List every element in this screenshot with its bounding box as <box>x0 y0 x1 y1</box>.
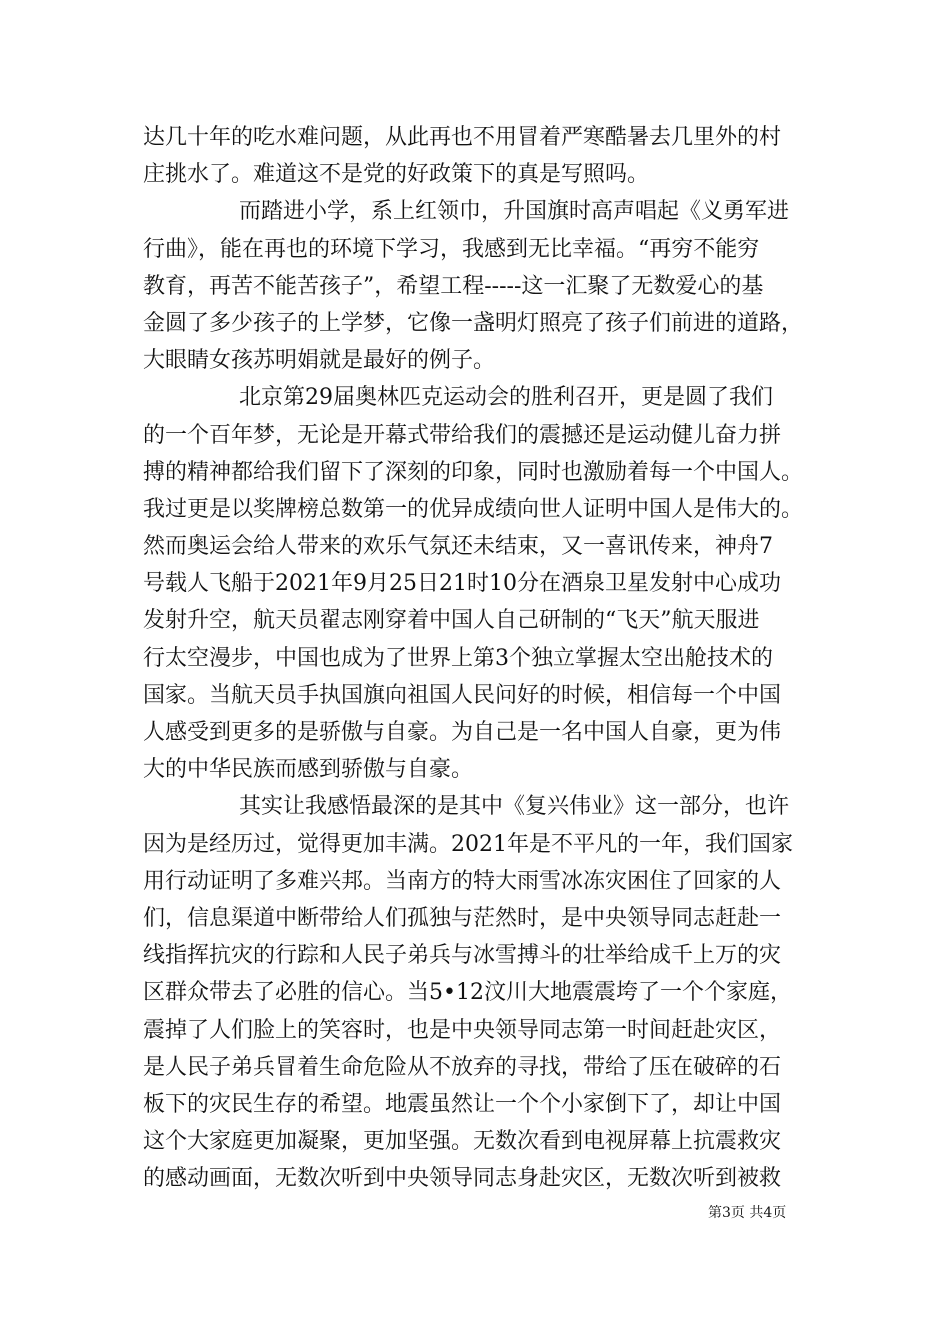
text-line: 行太空漫步，中国也成为了世界上第3个独立掌握太空出舱技术的 <box>143 645 773 671</box>
text-line: 金圆了多少孩子的上学梦，它像一盏明灯照亮了孩子们前进的道路， <box>143 310 804 336</box>
paragraph-start-line: 而踏进小学，系上红领巾，升国旗时高声唱起《义勇军进 <box>239 199 790 225</box>
text-line: 搏的精神都给我们留下了深刻的印象，同时也激励着每一个中国人。 <box>143 459 804 485</box>
paragraph-start-line: 其实让我感悟最深的是其中《复兴伟业》这一部分，也许 <box>239 794 790 820</box>
text-line: 教育，再苦不能苦孩子”，希望工程-----这一汇聚了无数爱心的基 <box>143 273 764 299</box>
text-line: 国家。当航天员手执国旗向祖国人民问好的时候，相信每一个中国 <box>143 682 782 708</box>
page-number-footer: 第3页 共4页 <box>708 1205 787 1221</box>
text-line: 是人民子弟兵冒着生命危险从不放弃的寻找，带给了压在破碎的石 <box>143 1054 782 1080</box>
text-line: 发射升空，航天员翟志刚穿着中国人自己研制的“飞天”航天服进 <box>143 608 760 634</box>
text-line: 这个大家庭更加凝聚，更加坚强。无数次看到电视屏幕上抗震救灾 <box>143 1129 782 1155</box>
text-line: 大的中华民族而感到骄傲与自豪。 <box>143 757 474 783</box>
text-line: 们，信息渠道中断带给人们孤独与茫然时，是中央领导同志赶赴一 <box>143 905 782 931</box>
text-line: 达几十年的吃水难问题，从此再也不用冒着严寒酷暑去几里外的村 <box>143 125 782 150</box>
body-text <box>143 119 823 1197</box>
text-line: 区群众带去了必胜的信心。当5•12汶川大地震震垮了一个个家庭， <box>143 980 792 1006</box>
text-line: 行曲》，能在再也的环境下学习，我感到无比幸福。“再穷不能穷 <box>143 236 760 262</box>
text-line: 大眼睛女孩苏明娟就是最好的例子。 <box>143 348 496 374</box>
text-line: 板下的灾民生存的希望。地震虽然让一个个小家倒下了，却让中国 <box>143 1091 782 1117</box>
text-line: 的一个百年梦，无论是开幕式带给我们的震撼还是运动健儿奋力拼 <box>143 422 782 448</box>
text-line: 然而奥运会给人带来的欢乐气氛还未结束，又一喜讯传来，神舟7 <box>143 534 773 560</box>
paragraph-start-line: 北京第29届奥林匹克运动会的胜利召开，更是圆了我们 <box>239 385 773 411</box>
text-line: 因为是经历过，觉得更加丰满。2021年是不平凡的一年，我们国家 <box>143 831 793 857</box>
text-line: 庄挑水了。难道这不是党的好政策下的真是写照吗。 <box>143 162 650 188</box>
text-line: 号载人飞船于2021年9月25日21时10分在酒泉卫星发射中心成功 <box>143 571 781 597</box>
text-line: 的感动画面，无数次听到中央领导同志身赴灾区，无数次听到被救 <box>143 1166 782 1192</box>
text-line: 线指挥抗灾的行踪和人民子弟兵与冰雪搏斗的壮举给成千上万的灾 <box>143 943 782 969</box>
text-line: 人感受到更多的是骄傲与自豪。为自己是一名中国人自豪，更为伟 <box>143 720 782 745</box>
text-line: 震掉了人们脸上的笑容时，也是中央领导同志第一时间赶赴灾区， <box>143 1017 782 1043</box>
text-line: 我过更是以奖牌榜总数第一的优异成绩向世人证明中国人是伟大的。 <box>143 496 804 522</box>
text-line: 用行动证明了多难兴邦。当南方的特大雨雪冰冻灾困住了回家的人 <box>143 868 782 894</box>
